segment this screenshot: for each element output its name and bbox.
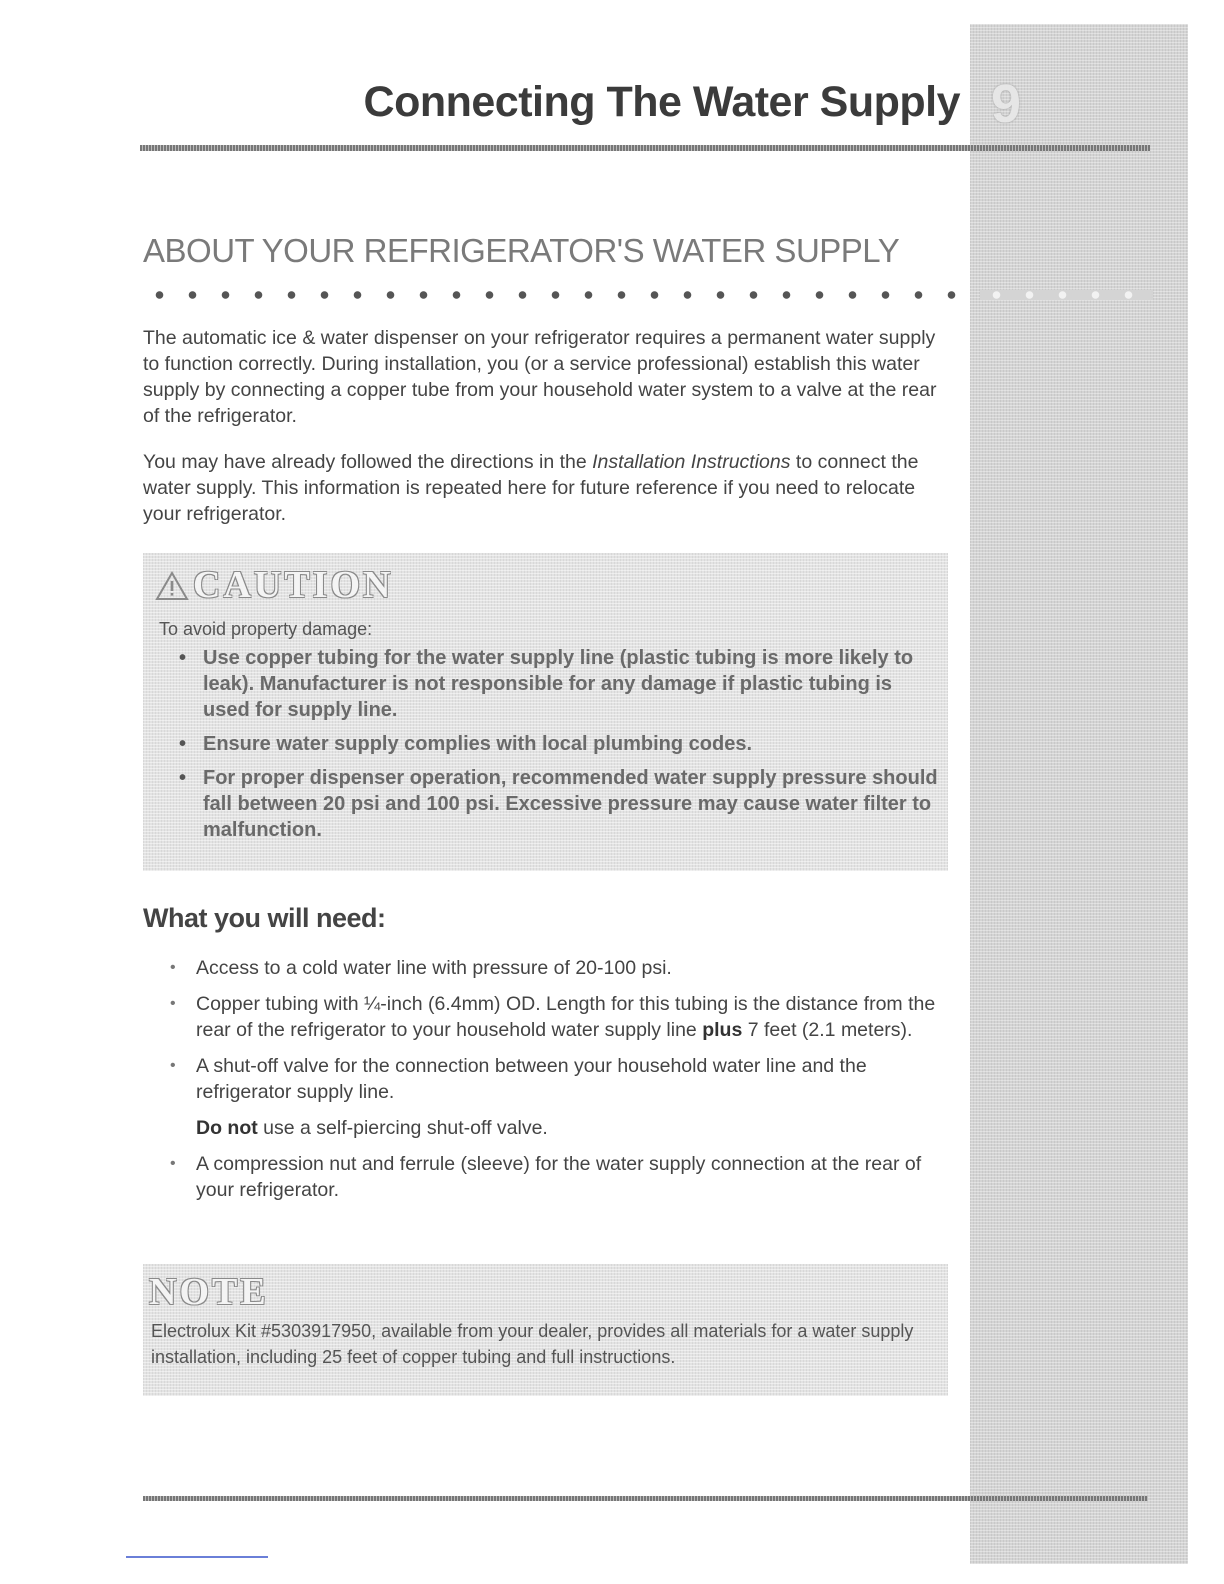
what-you-need-heading: What you will need:	[143, 903, 386, 933]
warning-triangle-icon	[155, 567, 189, 611]
page-title: Connecting The Water Supply	[363, 78, 960, 126]
caution-intro: To avoid property damage:	[159, 619, 373, 639]
list-item: • A shut-off valve for the connection between your household water line and the refrigerator supply line.	[168, 1053, 948, 1105]
list-item: • A compression nut and ferrule (sleeve) for the water supply connection at the rear of your refrigerator.	[168, 1151, 948, 1203]
caution-item: • For proper dispenser operation, recommended water supply pressure should fall between 20 psi and 100 psi. Excessive pressure may cause water filter to malfunction.	[173, 765, 938, 843]
caution-item: • Use copper tubing for the water supply line (plastic tubing is more likely to leak). Manufacturer is not responsible for any damage if plastic tubing is used for supply line.	[173, 645, 938, 723]
note-box	[143, 1264, 948, 1396]
footer-divider	[143, 1496, 1148, 1501]
caution-box	[143, 553, 948, 871]
side-tab-band	[970, 24, 1188, 1564]
caution-title: CAUTION	[155, 563, 393, 611]
dotted-divider-sidebar	[980, 290, 1153, 300]
installation-instructions-ref: Installation Instructions	[592, 451, 791, 473]
note-text: Electrolux Kit #5303917950, available from your dealer, provides all materials for a water supply installation, including 25 feet of copper tubing and full instructions.	[151, 1321, 914, 1367]
footer-link-line	[126, 1556, 268, 1558]
reference-paragraph: You may have already followed the directions in the Installation Instructions to connect the water supply. This information is repeated here for future reference if you need to relocate your refrigerator.	[143, 451, 919, 525]
requirements-list	[168, 955, 948, 1213]
list-item: • Access to a cold water line with pressure of 20-100 psi.	[168, 955, 948, 981]
note-title: NOTE	[149, 1271, 269, 1313]
caution-item: • Ensure water supply complies with local plumbing codes.	[173, 731, 938, 757]
list-item: • Copper tubing with ¼-inch (6.4mm) OD. Length for this tubing is the distance from the rear of the refrigerator to your household water supply line plus 7 feet (2.1 meters).	[168, 991, 948, 1043]
page-number: 9	[990, 74, 1022, 134]
list-subnote: Do not use a self-piercing shut-off valve.	[196, 1117, 548, 1139]
section-heading: ABOUT YOUR REFRIGERATOR'S WATER SUPPLY	[143, 232, 900, 269]
intro-paragraph: The automatic ice & water dispenser on your refrigerator requires a permanent water supply to function correctly. During installation, you (or a service professional) establish this water supply by connecting a copper tube from your household water system to a valve at the rear of the refrigerator.	[143, 327, 937, 427]
caution-list	[173, 645, 938, 851]
title-divider	[140, 145, 1150, 151]
